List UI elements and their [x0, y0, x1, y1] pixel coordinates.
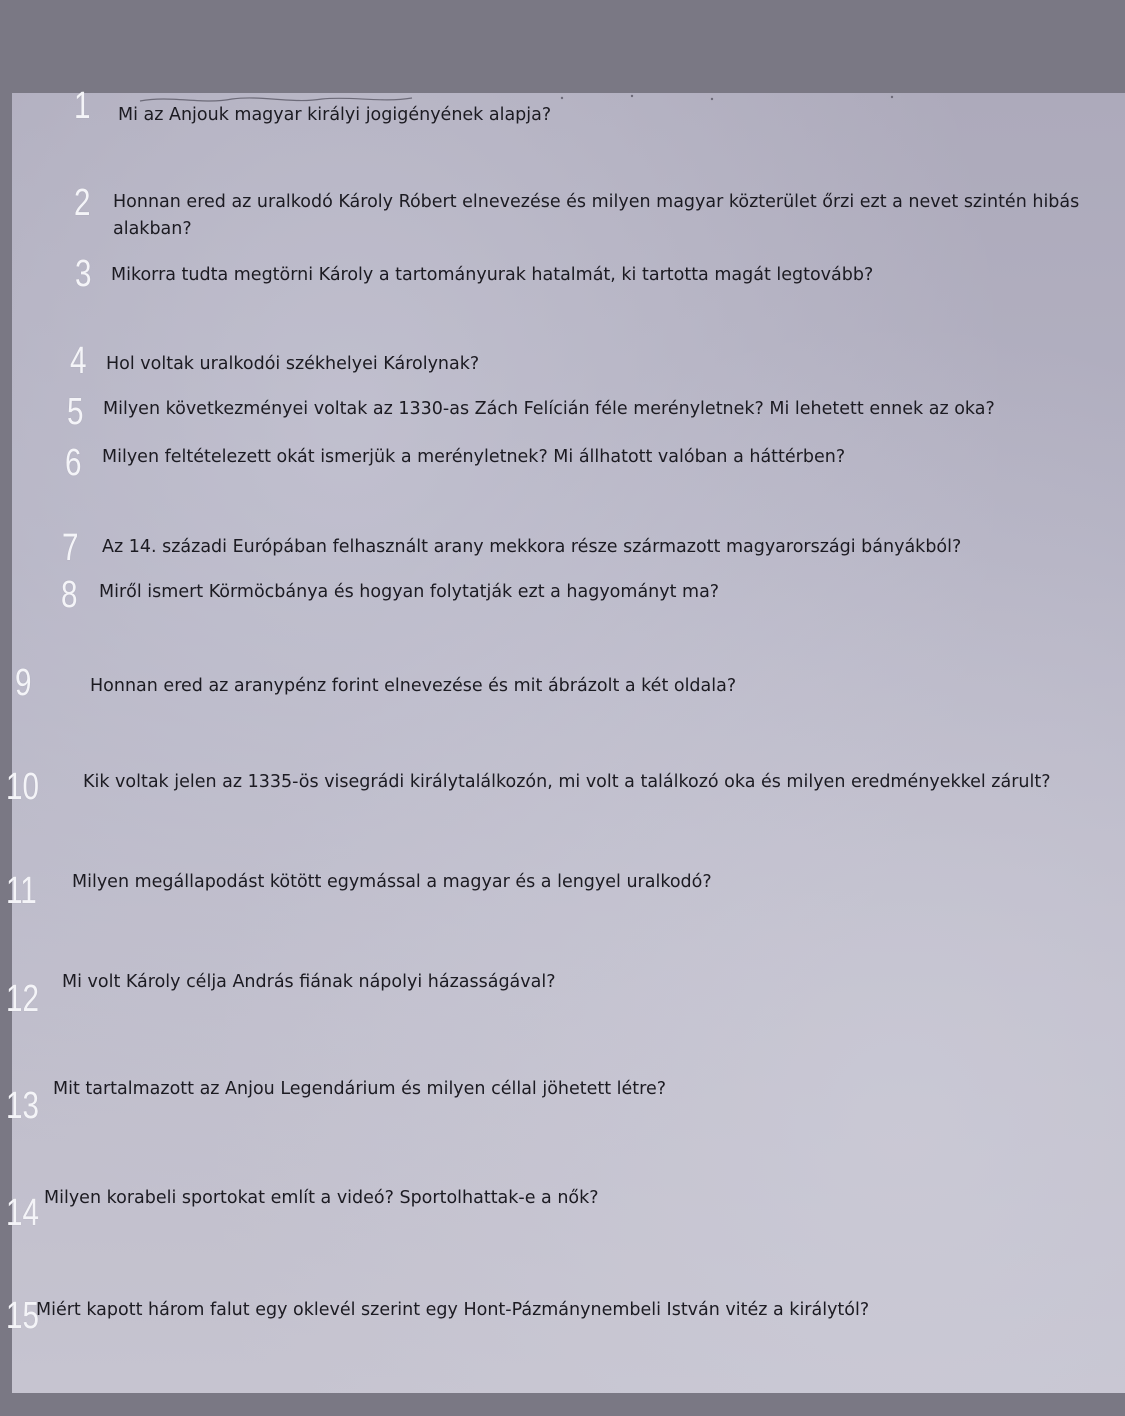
question-text: Mi az Anjouk magyar királyi jogigényének alapja?: [118, 105, 552, 125]
question-text: Mikorra tudta megtörni Károly a tartományurak hatalmát, ki tartotta magát legtovább?: [111, 265, 874, 285]
question-number: 6: [65, 442, 82, 484]
question-number: 4: [70, 340, 87, 382]
question-number: 11: [6, 870, 37, 912]
question-number: 15: [6, 1295, 39, 1337]
question-number: 7: [62, 527, 79, 569]
question-text: Milyen korabeli sportokat említ a videó? Sportolhattak-e a nők?: [44, 1188, 599, 1208]
question-text: Milyen következményei voltak az 1330-as Zách Felícián féle merényletnek? Mi lehetett ennek az oka?: [103, 399, 995, 419]
worksheet-paper: [6, 85, 1125, 1393]
question-number: 10: [6, 766, 39, 808]
question-text: Hol voltak uralkodói székhelyei Károlynak?: [106, 354, 480, 374]
question-text: Milyen megállapodást kötött egymással a magyar és a lengyel uralkodó?: [72, 872, 712, 892]
question-number: 3: [75, 253, 92, 295]
question-number: 2: [74, 182, 91, 224]
question-number: 13: [6, 1085, 39, 1127]
question-number: 5: [67, 391, 84, 433]
question-text: Kik voltak jelen az 1335-ös visegrádi királytalálkozón, mi volt a találkozó oka és milyen eredményekkel zárult?: [83, 772, 1051, 792]
question-text: Mit tartalmazott az Anjou Legendárium és milyen céllal jöhetett létre?: [53, 1079, 667, 1099]
question-text: Mi volt Károly célja András fiának nápolyi házasságával?: [62, 972, 556, 992]
question-text: Miről ismert Körmöcbánya és hogyan folytatják ezt a hagyományt ma?: [99, 582, 720, 602]
question-text: Milyen feltételezett okát ismerjük a merényletnek? Mi állhatott valóban a háttérben?: [102, 447, 846, 467]
question-number: 8: [61, 574, 78, 616]
question-number: 12: [6, 978, 39, 1020]
question-text: Az 14. századi Európában felhasznált arany mekkora része származott magyarországi bányákból?: [102, 537, 962, 557]
question-number: 14: [6, 1192, 39, 1234]
question-text: Honnan ered az uralkodó Károly Róbert elnevezése és milyen magyar közterület őrzi ezt a nevet szintén hibás alakban?: [113, 192, 1080, 239]
question-text: Honnan ered az aranypénz forint elnevezése és mit ábrázolt a két oldala?: [90, 676, 737, 696]
question-number: 9: [15, 662, 32, 704]
question-text: Miért kapott három falut egy oklevél szerint egy Hont-Pázmánynembeli István vitéz a királytól?: [36, 1300, 870, 1320]
question-number: 1: [74, 85, 91, 127]
